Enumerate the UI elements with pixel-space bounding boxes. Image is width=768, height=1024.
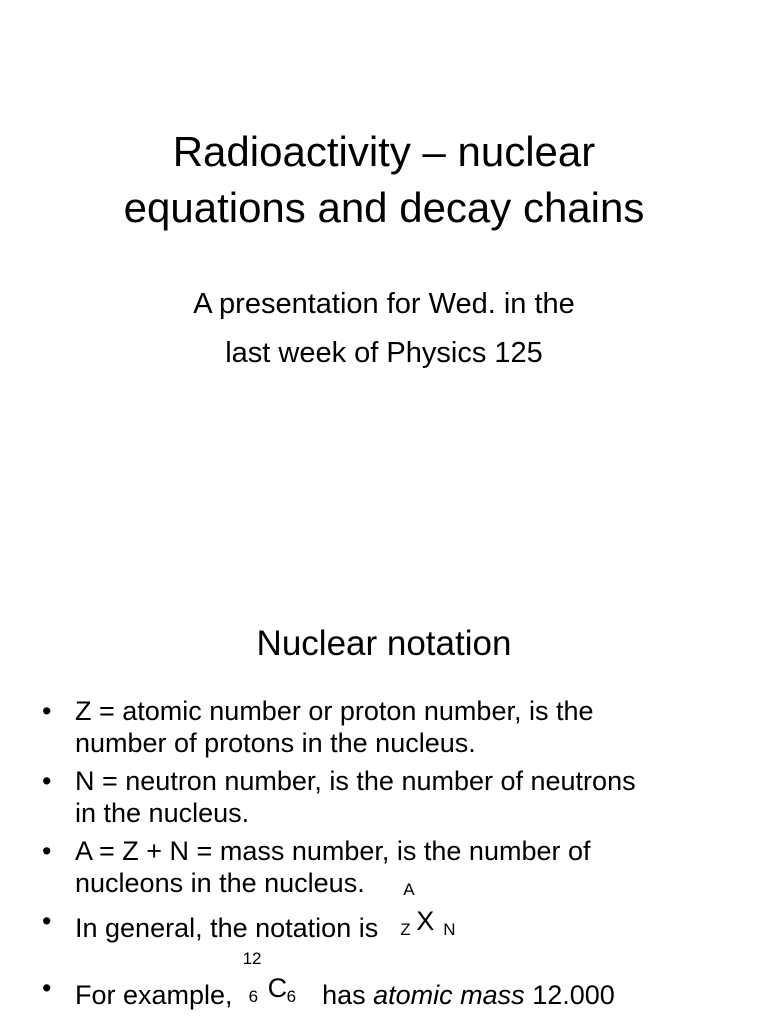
bullet-list [42, 695, 742, 1017]
bullet-dot: • [42, 973, 52, 1003]
bullet-line: N = neutron number, is the number of neutrons [75, 766, 636, 796]
presentation-title [0, 124, 768, 236]
bullet-neutron-number [42, 765, 742, 829]
example-value: 12.000 [532, 980, 615, 1010]
general-nuclide-notation [400, 880, 462, 939]
bullet-dot: • [42, 836, 52, 866]
nuclear-notation-slide [0, 512, 768, 1024]
example-middle: has [322, 980, 366, 1010]
title-line-1: Radioactivity – nuclear [172, 128, 596, 175]
bullet-mass-number [42, 835, 742, 899]
bullet-dot: • [42, 696, 52, 726]
atomic-number-label: Z [400, 920, 411, 939]
bullet-text [75, 695, 742, 759]
carbon-nuclide-notation [242, 949, 315, 1006]
element-symbol: C [267, 973, 288, 1003]
bullet-atomic-number [42, 695, 742, 759]
neutron-number-label: N [443, 920, 456, 939]
bullet-line: Z = atomic number or proton number, is the [75, 696, 594, 726]
element-symbol: X [416, 906, 435, 936]
subtitle-line-1: A presentation for Wed. in the [193, 288, 575, 320]
bullet-line: number of protons in the nucleus. [75, 728, 476, 758]
bullet-line: nucleons in the nucleus. [75, 868, 365, 898]
slide-title: Nuclear notation [256, 624, 512, 663]
title-line-2: equations and decay chains [123, 184, 645, 231]
neutron-number-value: 6 [286, 987, 297, 1006]
bullet-line: in the nucleus. [75, 798, 250, 828]
general-notation-text: In general, the notation is [75, 913, 379, 943]
example-emphasis: atomic mass [373, 980, 525, 1010]
subtitle-line-2: last week of Physics 125 [225, 337, 543, 369]
bullet-dot: • [42, 766, 52, 796]
presentation-subtitle [0, 280, 768, 378]
bullet-text [75, 765, 742, 829]
mass-number-value: 12 [242, 949, 262, 968]
mass-number-label: A [403, 880, 415, 899]
bullet-line: A = Z + N = mass number, is the number of [75, 836, 591, 866]
atomic-number-value: 6 [248, 987, 259, 1006]
bullet-text [75, 949, 742, 1011]
bullet-dot: • [42, 906, 52, 936]
example-prefix: For example, [75, 980, 233, 1010]
bullet-example [42, 949, 742, 1011]
